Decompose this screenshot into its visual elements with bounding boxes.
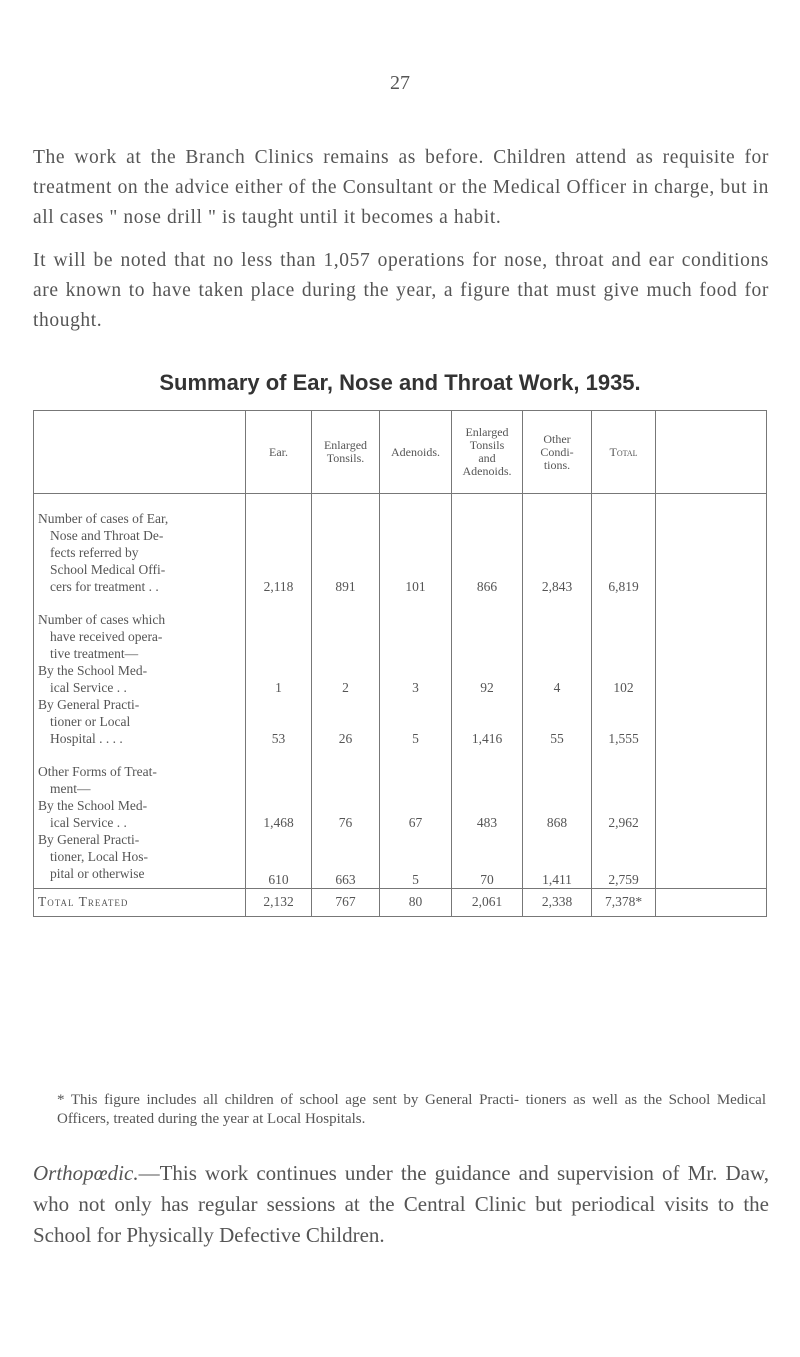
cell-enlarged-tonsils: 2 <box>312 662 380 696</box>
cell-tonsils-adenoids: 2,061 <box>452 889 523 917</box>
cell-other: 1,411 <box>523 831 592 889</box>
cell-empty <box>656 831 767 889</box>
row-operative-school <box>34 662 767 696</box>
header-other-conditions: Other Condi- tions. <box>523 411 592 494</box>
paragraph-branch-clinics: The work at the Branch Clinics remains as before. Children attend as requisite for treatment on the advice either of the Consultant or the Medical Officer in charge, but in all cases " nose drill " is taught until it becomes a habit. <box>33 147 769 228</box>
cell-enlarged-tonsils: 76 <box>312 797 380 831</box>
cell-empty <box>656 889 767 917</box>
cell-total: 7,378* <box>592 889 656 917</box>
header-tonsils-and-adenoids: Enlarged Tonsils and Adenoids. <box>452 411 523 494</box>
row-label: Number of cases of Ear, Nose and Throat De- fects referred by School Medical Offi- cers for treatment . . <box>34 494 246 596</box>
row-other-forms-heading <box>34 747 767 797</box>
page-number: 27 <box>390 72 410 94</box>
orthopaedic-heading: Orthopœdic. <box>33 1161 139 1185</box>
row-label: By the School Med- ical Service . . <box>34 662 246 696</box>
cell-total: 102 <box>592 662 656 696</box>
row-label: By the School Med- ical Service . . <box>34 797 246 831</box>
cell-ear: 2,118 <box>246 494 312 596</box>
cell-total: 2,759 <box>592 831 656 889</box>
cell-other: 2,843 <box>523 494 592 596</box>
cell-other: 4 <box>523 662 592 696</box>
header-empty <box>656 411 767 494</box>
row-referred <box>34 494 767 596</box>
cell-tonsils-adenoids: 1,416 <box>452 696 523 747</box>
row-label: Number of cases which have received opera- tive treatment— <box>34 595 246 662</box>
cell-empty <box>656 696 767 747</box>
footnote: * This figure includes all children of school age sent by General Practi- tioners as well as the School Medical Officers, treated during the year at Local Hospitals. <box>57 1092 766 1127</box>
cell-adenoids: 101 <box>380 494 452 596</box>
header-adenoids: Adenoids. <box>380 411 452 494</box>
header-row <box>34 411 767 494</box>
row-other-gp <box>34 831 767 889</box>
cell-ear: 1 <box>246 662 312 696</box>
cell-enlarged-tonsils: 891 <box>312 494 380 596</box>
cell-empty <box>656 797 767 831</box>
cell-total: 1,555 <box>592 696 656 747</box>
row-label: Other Forms of Treat- ment— <box>34 747 246 797</box>
cell-other: 55 <box>523 696 592 747</box>
cell-empty <box>656 494 767 596</box>
header-label-cell <box>34 411 246 494</box>
cell-adenoids: 3 <box>380 662 452 696</box>
cell-ear: 1,468 <box>246 797 312 831</box>
summary-table <box>33 410 767 917</box>
cell-other: 868 <box>523 797 592 831</box>
cell-enlarged-tonsils: 663 <box>312 831 380 889</box>
row-operative-gp <box>34 696 767 747</box>
cell-ear: 53 <box>246 696 312 747</box>
table-title: Summary of Ear, Nose and Throat Work, 1935. <box>159 370 641 395</box>
paragraph-orthopaedic <box>33 1158 769 1251</box>
header-enlarged-tonsils: Enlarged Tonsils. <box>312 411 380 494</box>
row-operative-heading <box>34 595 767 662</box>
cell-adenoids: 5 <box>380 696 452 747</box>
cell-total: 6,819 <box>592 494 656 596</box>
row-label: By General Practi- tioner, Local Hos- pital or otherwise <box>34 831 246 889</box>
header-total: Total <box>592 411 656 494</box>
orthopaedic-text: —This work continues under the guidance and supervision of Mr. Daw, who not only has regular sessions at the Central Clinic but periodical visits to the School for Physically Defective Children. <box>33 1161 769 1247</box>
cell-tonsils-adenoids: 483 <box>452 797 523 831</box>
cell-adenoids: 67 <box>380 797 452 831</box>
row-label: Total Treated <box>34 889 246 917</box>
cell-tonsils-adenoids: 92 <box>452 662 523 696</box>
cell-enlarged-tonsils: 26 <box>312 696 380 747</box>
cell-ear: 2,132 <box>246 889 312 917</box>
row-other-school <box>34 797 767 831</box>
row-total-treated <box>34 889 767 917</box>
cell-tonsils-adenoids: 866 <box>452 494 523 596</box>
cell-total: 2,962 <box>592 797 656 831</box>
cell-adenoids: 5 <box>380 831 452 889</box>
cell-adenoids: 80 <box>380 889 452 917</box>
header-ear: Ear. <box>246 411 312 494</box>
cell-empty <box>656 662 767 696</box>
paragraph-operations: It will be noted that no less than 1,057 operations for nose, throat and ear conditions are known to have taken place during the year, a figure that must give much food for thought. <box>33 250 769 331</box>
cell-ear: 610 <box>246 831 312 889</box>
cell-tonsils-adenoids: 70 <box>452 831 523 889</box>
cell-other: 2,338 <box>523 889 592 917</box>
row-label: By General Practi- tioner or Local Hospital . . . . <box>34 696 246 747</box>
cell-enlarged-tonsils: 767 <box>312 889 380 917</box>
